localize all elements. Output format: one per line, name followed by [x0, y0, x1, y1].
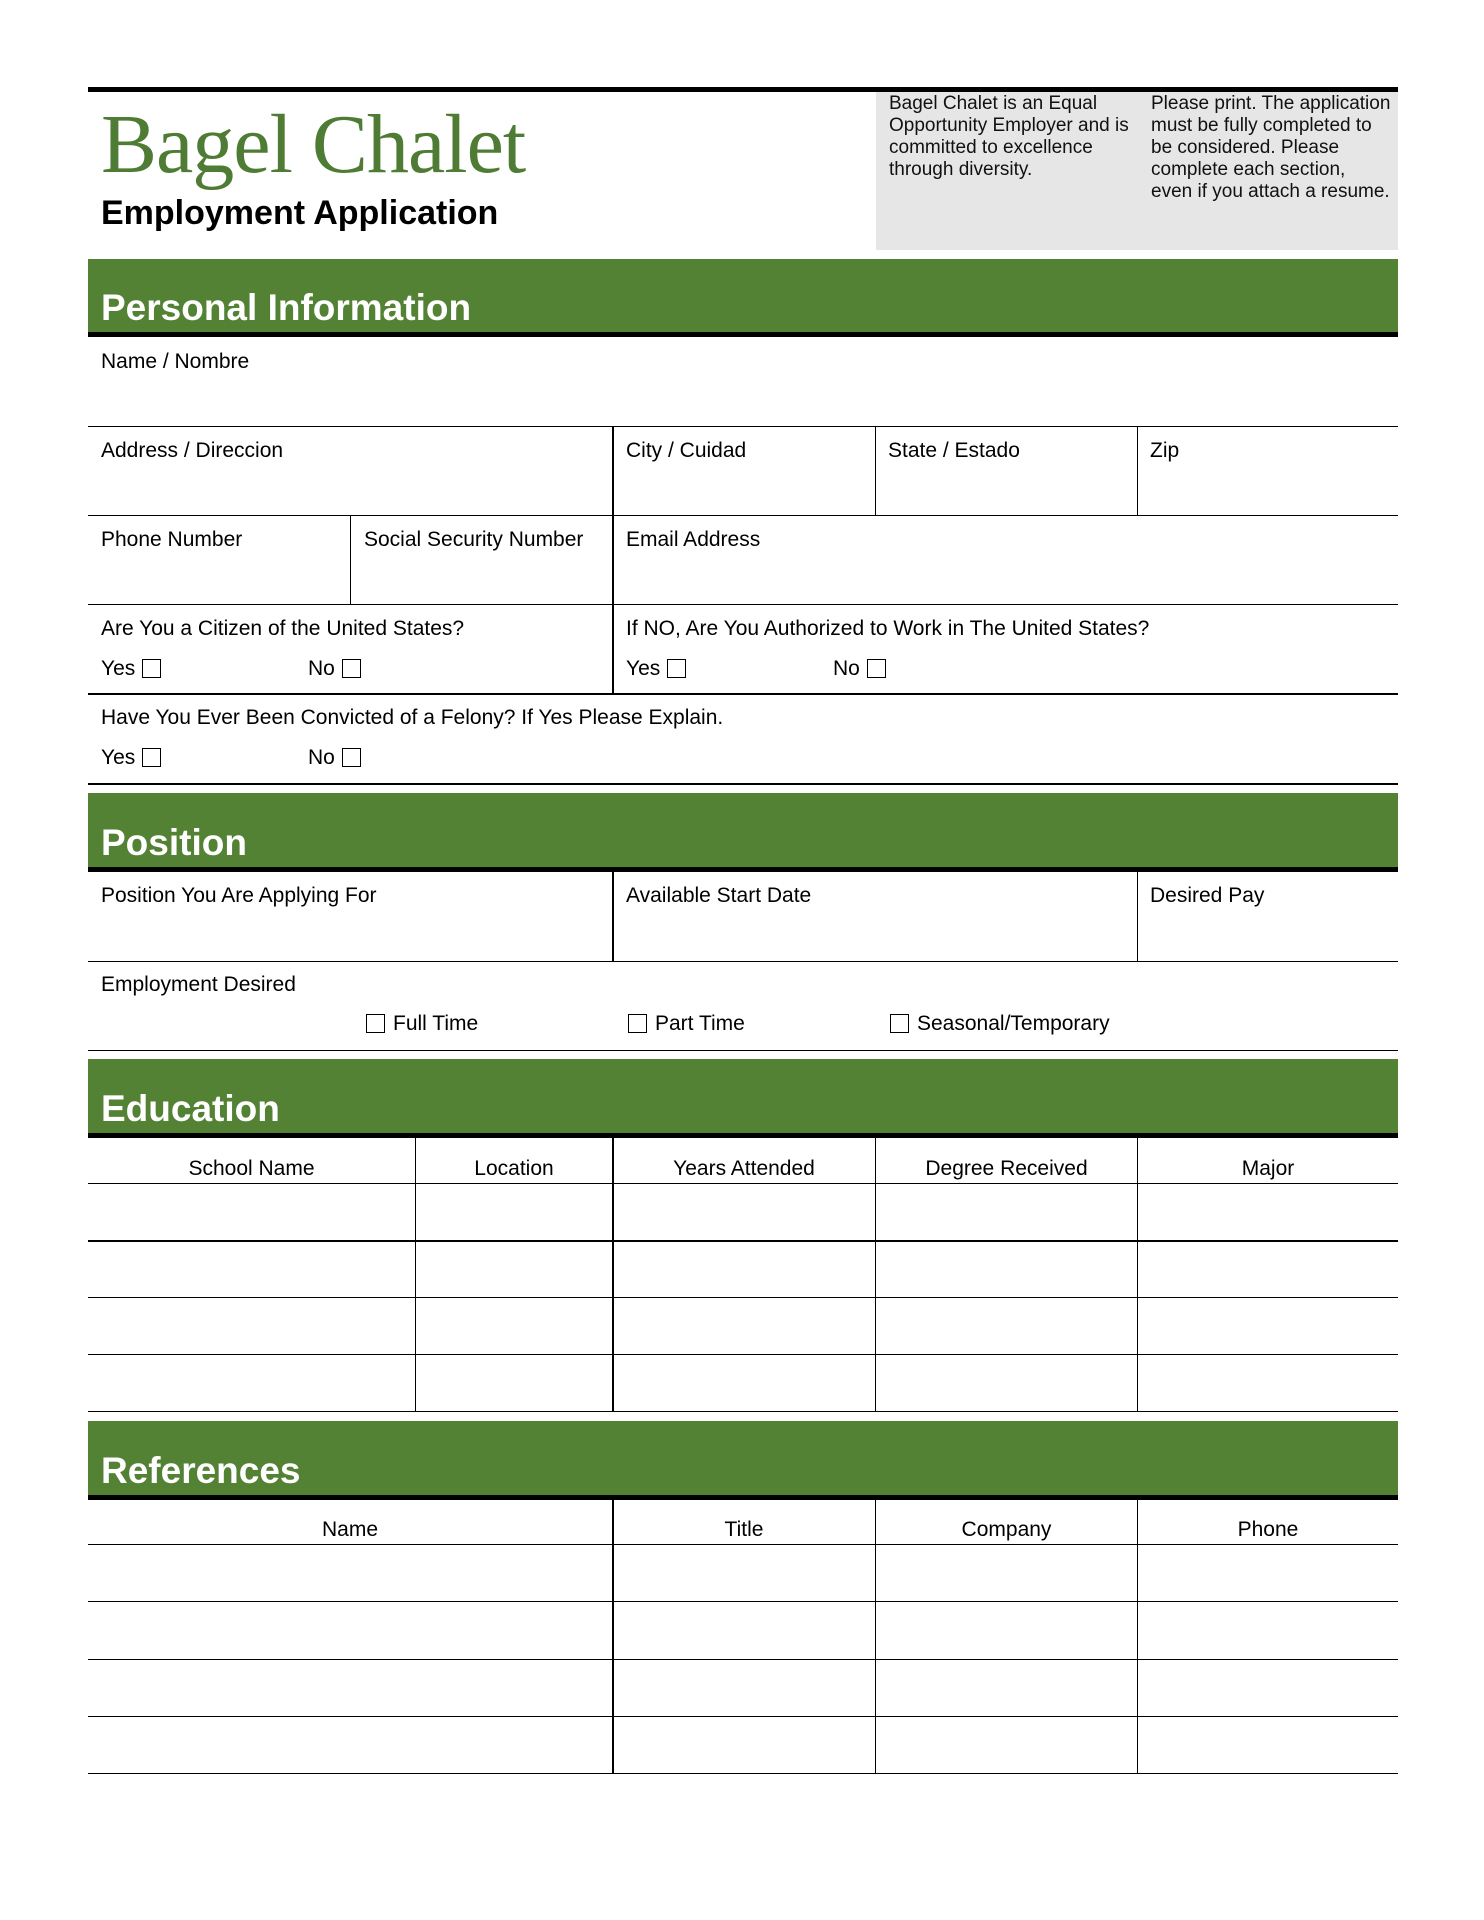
divider — [88, 1773, 1398, 1774]
table-row[interactable] — [88, 1298, 1398, 1354]
option-label: No — [308, 657, 335, 680]
section-title: Position — [101, 822, 247, 863]
divider — [1137, 1500, 1138, 1773]
table-row[interactable] — [88, 1545, 1398, 1601]
section-header-education — [88, 1059, 1398, 1138]
column-header: Years Attended — [673, 1157, 815, 1180]
employment-desired-label: Employment Desired — [101, 973, 296, 996]
section-header-position — [88, 793, 1398, 872]
full-time-checkbox[interactable] — [366, 1014, 385, 1033]
column-header: Title — [724, 1518, 764, 1541]
option-label: No — [308, 746, 335, 769]
brand-logo-text: Bagel Chalet — [101, 98, 526, 191]
city-field[interactable] — [614, 427, 874, 515]
seasonal-checkbox[interactable] — [890, 1014, 909, 1033]
section-title: Personal Information — [101, 287, 472, 328]
felony-yes-checkbox[interactable] — [142, 748, 161, 767]
start-date-field[interactable] — [614, 872, 1136, 961]
table-row[interactable] — [88, 1242, 1398, 1297]
authorized-yes-option[interactable] — [626, 657, 686, 680]
divider — [612, 427, 614, 693]
citizen-yes-option[interactable] — [101, 657, 161, 680]
column-header: Location — [474, 1157, 554, 1180]
table-row[interactable] — [88, 1355, 1398, 1411]
divider — [875, 427, 876, 516]
option-label: Part Time — [655, 1012, 745, 1035]
start-date-label: Available Start Date — [626, 884, 812, 907]
equal-opportunity-notice: Bagel Chalet is an Equal Opportunity Employer and is committed to excellence through diversity. — [889, 93, 1129, 180]
table-row[interactable] — [88, 1717, 1398, 1773]
citizen-no-checkbox[interactable] — [342, 659, 361, 678]
citizen-yes-checkbox[interactable] — [142, 659, 161, 678]
name-field[interactable] — [88, 340, 1398, 426]
email-field[interactable] — [614, 516, 1398, 604]
section-header-personal — [88, 259, 1398, 337]
column-header: Major — [1241, 1157, 1295, 1180]
column-header: Degree Received — [925, 1157, 1088, 1180]
address-label: Address / Direccion — [101, 439, 284, 462]
city-label: City / Cuidad — [626, 439, 747, 462]
divider — [88, 1050, 1398, 1051]
table-row[interactable] — [88, 1602, 1398, 1659]
option-label: Seasonal/Temporary — [917, 1012, 1110, 1035]
divider — [612, 872, 614, 961]
table-row[interactable] — [88, 1660, 1398, 1716]
citizen-question: Are You a Citizen of the United States? — [101, 617, 465, 640]
option-label: Yes — [101, 746, 136, 769]
address-field[interactable] — [88, 427, 612, 515]
divider — [1137, 427, 1138, 516]
divider — [875, 1138, 876, 1411]
divider — [875, 1500, 876, 1773]
option-label: Yes — [626, 657, 661, 680]
column-header: School Name — [188, 1157, 315, 1180]
position-applying-label: Position You Are Applying For — [101, 884, 377, 907]
divider — [612, 1500, 614, 1773]
divider — [88, 1411, 1398, 1412]
divider — [1137, 1138, 1138, 1411]
full-time-option[interactable] — [366, 1012, 478, 1035]
desired-pay-field[interactable] — [1138, 872, 1398, 961]
authorized-no-option[interactable] — [833, 657, 886, 680]
desired-pay-label: Desired Pay — [1150, 884, 1265, 907]
column-header: Company — [961, 1518, 1052, 1541]
zip-field[interactable] — [1138, 427, 1398, 515]
option-label: Yes — [101, 657, 136, 680]
column-header: Name — [321, 1518, 379, 1541]
authorized-yes-checkbox[interactable] — [667, 659, 686, 678]
divider — [612, 1138, 614, 1411]
state-label: State / Estado — [888, 439, 1020, 462]
state-field[interactable] — [876, 427, 1136, 515]
name-label: Name / Nombre — [101, 350, 250, 373]
divider — [88, 783, 1398, 785]
option-label: No — [833, 657, 860, 680]
seasonal-option[interactable] — [890, 1012, 1110, 1035]
felony-yes-option[interactable] — [101, 746, 161, 769]
divider — [415, 1138, 416, 1411]
ssn-label: Social Security Number — [364, 528, 584, 551]
zip-label: Zip — [1150, 439, 1180, 462]
print-instructions-notice: Please print. The application must be fully completed to be considered. Please complete each section, even if you attach a resume. — [1151, 93, 1391, 202]
ssn-field[interactable] — [352, 516, 612, 604]
section-title: References — [101, 1450, 301, 1491]
option-label: Full Time — [393, 1012, 479, 1035]
authorized-question: If NO, Are You Authorized to Work in The United States? — [626, 617, 1150, 640]
citizen-no-option[interactable] — [308, 657, 361, 680]
table-row[interactable] — [88, 1184, 1398, 1240]
divider — [88, 693, 1398, 695]
column-header: Phone — [1237, 1518, 1299, 1541]
phone-field[interactable] — [88, 516, 350, 604]
phone-label: Phone Number — [101, 528, 243, 551]
divider — [350, 516, 351, 605]
divider — [88, 961, 1398, 962]
position-field[interactable] — [88, 872, 612, 961]
part-time-option[interactable] — [628, 1012, 745, 1035]
section-title: Education — [101, 1088, 280, 1129]
felony-question: Have You Ever Been Convicted of a Felony? If Yes Please Explain. — [101, 706, 724, 729]
felony-no-checkbox[interactable] — [342, 748, 361, 767]
section-header-references — [88, 1421, 1398, 1500]
page-title: Employment Application — [101, 194, 499, 232]
felony-no-option[interactable] — [308, 746, 361, 769]
divider — [1137, 872, 1138, 961]
email-label: Email Address — [626, 528, 761, 551]
authorized-no-checkbox[interactable] — [867, 659, 886, 678]
part-time-checkbox[interactable] — [628, 1014, 647, 1033]
divider — [88, 604, 1398, 605]
